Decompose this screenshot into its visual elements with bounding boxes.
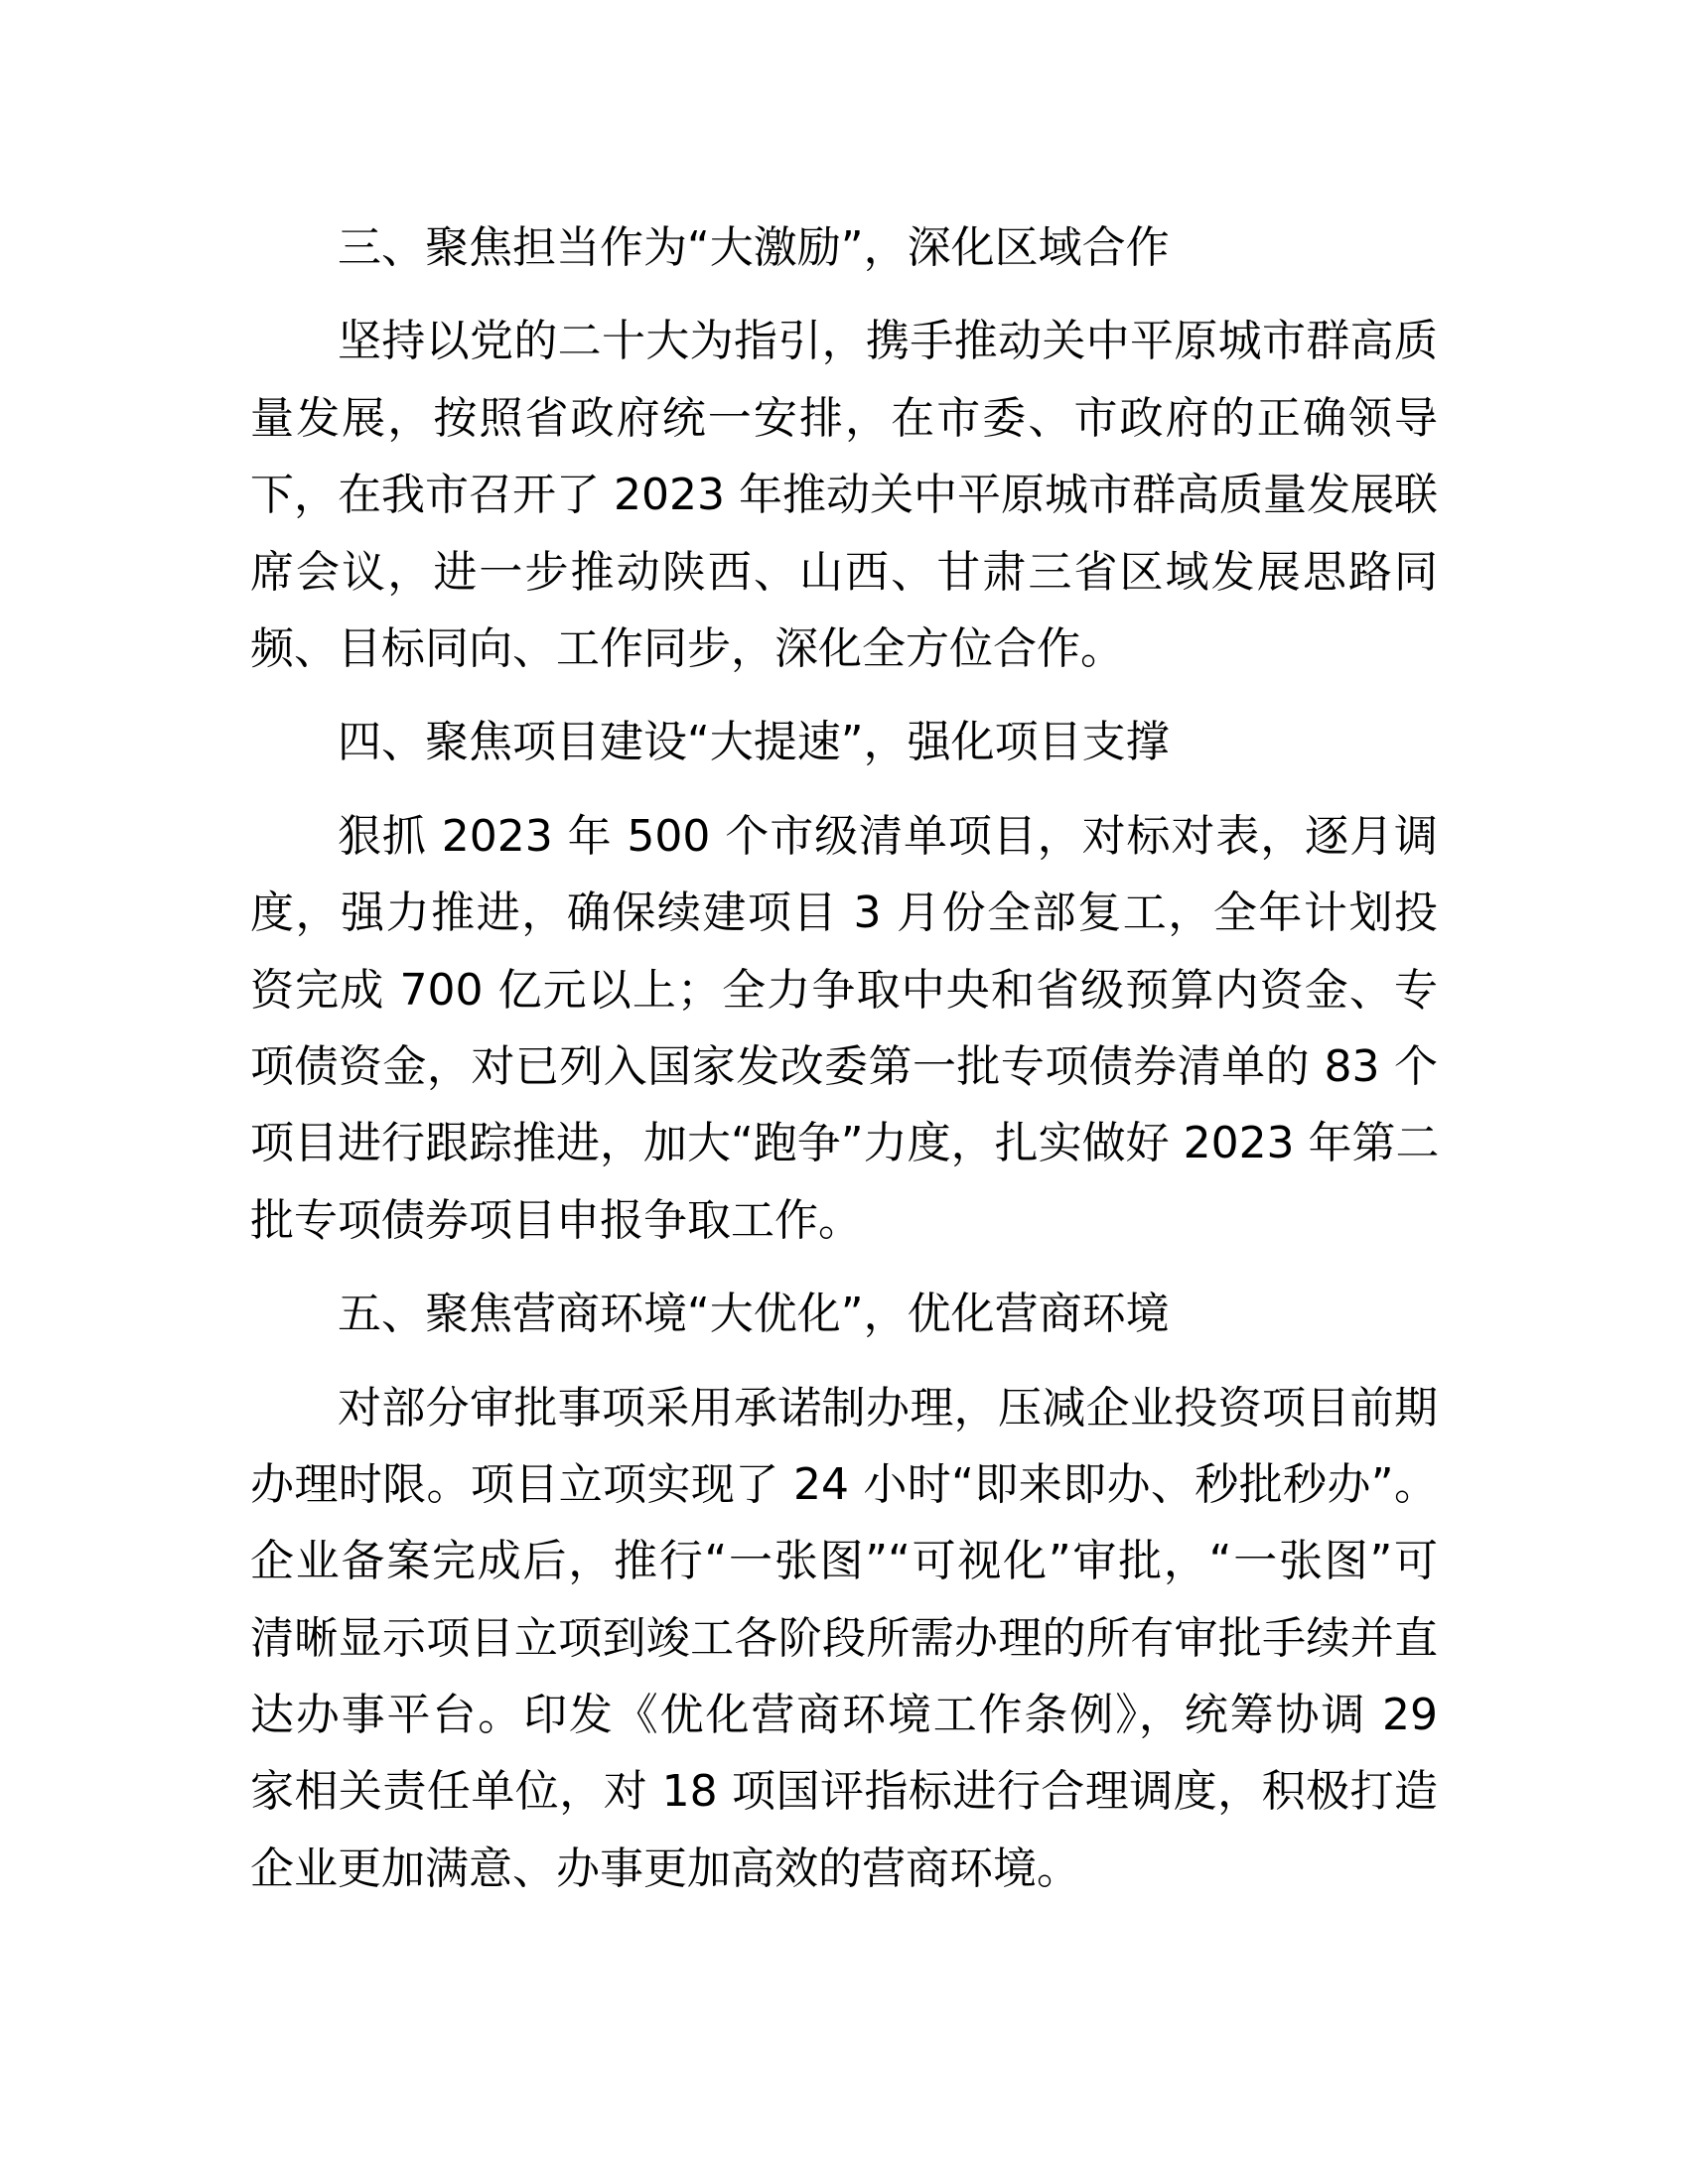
body-line: 批专项债券项目申报争取工作。 xyxy=(250,1194,862,1246)
body-line: 对部分审批事项采用承诺制办理，压减企业投资项目前期 xyxy=(338,1382,1438,1433)
document-page xyxy=(250,209,1438,1924)
body-line: 家相关责任单位，对 18 项国评指标进行合理调度，积极打造 xyxy=(250,1766,1438,1818)
body-line: 项债资金，对已列入国家发改委第一批专项债券清单的 83 个 xyxy=(250,1040,1438,1092)
body-line: 度，强力推进，确保续建项目 3 月份全部复工，全年计划投 xyxy=(250,887,1438,939)
body-line: 办理时限。项目立项实现了 24 小时“即来即办、秒批秒办”。 xyxy=(250,1458,1438,1510)
section-body-3 xyxy=(250,303,1438,687)
body-line: 清晰显示项目立项到竣工各阶段所需办理的所有审批手续并直 xyxy=(250,1612,1438,1664)
section-heading-4: 四、聚焦项目建设“大提速”，强化项目支撑 xyxy=(338,717,1170,768)
body-line: 量发展，按照省政府统一安排，在市委、市政府的正确领导 xyxy=(250,392,1438,444)
section-heading-3: 三、聚焦担当作为“大激励”，深化区域合作 xyxy=(338,222,1170,273)
section-body-4 xyxy=(250,798,1438,1259)
body-line: 企业备案完成后，推行“一张图”“可视化”审批，“一张图”可 xyxy=(250,1536,1438,1587)
body-line: 频、目标同向、工作同步，深化全方位合作。 xyxy=(250,622,1124,674)
section-heading-5: 五、聚焦营商环境“大优化”，优化营商环境 xyxy=(338,1289,1170,1340)
body-line: 企业更加满意、办事更加高效的营商环境。 xyxy=(250,1843,1080,1894)
body-line: 资完成 700 亿元以上；全力争取中央和省级预算内资金、专 xyxy=(250,964,1438,1016)
body-line: 下，在我市召开了 2023 年推动关中平原城市群高质量发展联 xyxy=(250,470,1438,521)
body-line: 达办事平台。印发《优化营商环境工作条例》，统筹协调 29 xyxy=(250,1690,1438,1741)
section-body-5 xyxy=(250,1370,1438,1908)
body-line: 席会议，进一步推动陕西、山西、甘肃三省区域发展思路同 xyxy=(250,546,1438,598)
body-line: 狠抓 2023 年 500 个市级清单项目，对标对表，逐月调 xyxy=(338,810,1438,862)
body-line: 坚持以党的二十大为指引，携手推动关中平原城市群高质 xyxy=(338,316,1438,367)
body-line: 项目进行跟踪推进，加大“跑争”力度，扎实做好 2023 年第二 xyxy=(250,1118,1440,1169)
